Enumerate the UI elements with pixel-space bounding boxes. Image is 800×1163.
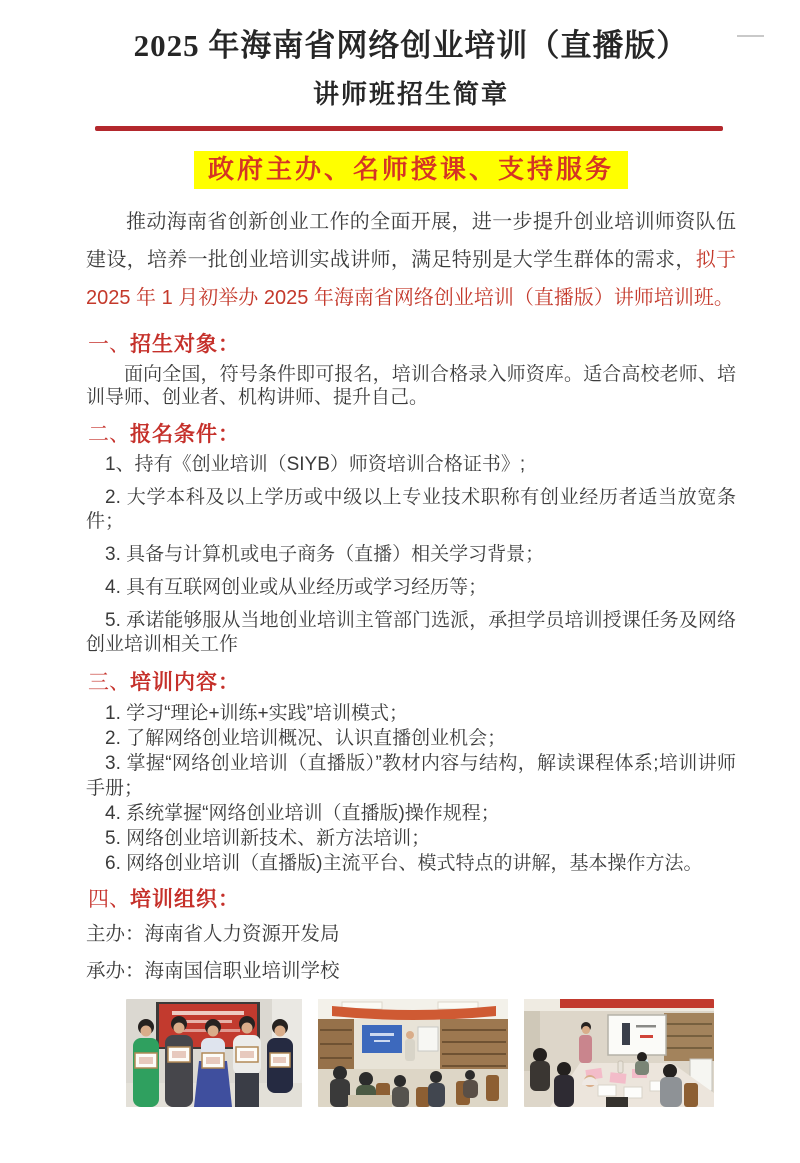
content-item: 1. 学习“理论+训练+实践”培训模式； <box>105 703 408 724</box>
content-item: 5. 网络创业培训新技术、新方法培训； <box>105 828 431 849</box>
content-item: 2. 了解网络创业培训概况、认识直播创业机会； <box>105 728 507 749</box>
section-label: 培训组织： <box>130 887 240 911</box>
application-conditions-list <box>86 453 736 657</box>
corner-dash-mark <box>737 35 764 37</box>
section-heading-application-conditions <box>88 421 736 447</box>
photo-row <box>126 999 736 1107</box>
content-item: 6. 网络创业培训（直播版)主流平台、模式特点的讲解，基本操作方法。 <box>105 853 703 874</box>
section-heading-training-organization <box>88 886 736 912</box>
highlight-banner: 政府主办、名师授课、支持服务 <box>194 151 628 189</box>
doc-title-line1: 2025 年海南省网络创业培训（直播版） <box>133 28 689 63</box>
certificate-award-group-photo <box>126 999 302 1107</box>
content-item: 3. 掌握“网络创业培训（直播版）”教材内容与结构，解读课程体系;培训讲师手册； <box>86 753 736 799</box>
section-heading-training-content <box>88 669 736 695</box>
section-number: 四、 <box>88 887 130 911</box>
host-organization-line: 主办：海南省人力资源开发局 <box>86 923 340 945</box>
condition-item: 1、持有《创业培训（SIYB）师资培训合格证书》; <box>105 454 526 475</box>
intro-paragraph <box>86 203 736 317</box>
section-number: 三、 <box>88 670 130 694</box>
section-label: 报名条件： <box>130 422 240 446</box>
intro-text-black: 推动海南省创新创业工作的全面开展，进一步提升创业培训师资队伍建设，培养一批创业培训实战讲师，满足特别是大学生群体的需求， <box>86 211 736 271</box>
doc-title-line2: 讲师班招生简章 <box>312 80 509 109</box>
intro-text-red: 拟于 2025 年 1 月初举办 2025 年海南省网络创业培训（直播版）讲师培训班。 <box>86 249 737 309</box>
condition-item: 2. 大学本科及以上学历或中级以上专业技术职称有创业经历者适当放宽条件； <box>86 487 736 532</box>
content-item: 4. 系统掌握“网络创业培训（直播版)操作规程； <box>105 803 500 824</box>
enrollment-target-body: 面向全国，符号条件即可报名，培训合格录入师资库。适合高校老师、培训导师、创业者、机构讲师、提升自己。 <box>86 364 736 408</box>
training-content-list <box>86 701 736 876</box>
condition-item: 5. 承诺能够服从当地创业培训主管部门选派，承担学员培训授课任务及网络创业培训相关工作 <box>86 610 736 655</box>
title-divider-rule <box>95 126 723 131</box>
section-label: 招生对象： <box>130 332 240 356</box>
condition-item: 3. 具备与计算机或电子商务（直播）相关学习背景； <box>105 544 545 565</box>
banner-row <box>86 151 736 189</box>
condition-item: 4. 具有互联网创业或从业经历或学习经历等； <box>105 577 488 598</box>
section-heading-enrollment-target <box>88 331 736 357</box>
section-label: 培训内容： <box>130 670 240 694</box>
roundtable-training-photo <box>524 999 714 1107</box>
undertaking-organization-line: 承办：海南国信职业培训学校 <box>86 960 340 982</box>
section-number: 二、 <box>88 422 130 446</box>
classroom-lecture-photo <box>318 999 508 1107</box>
document-content <box>0 26 800 1107</box>
section-number: 一、 <box>88 332 130 356</box>
